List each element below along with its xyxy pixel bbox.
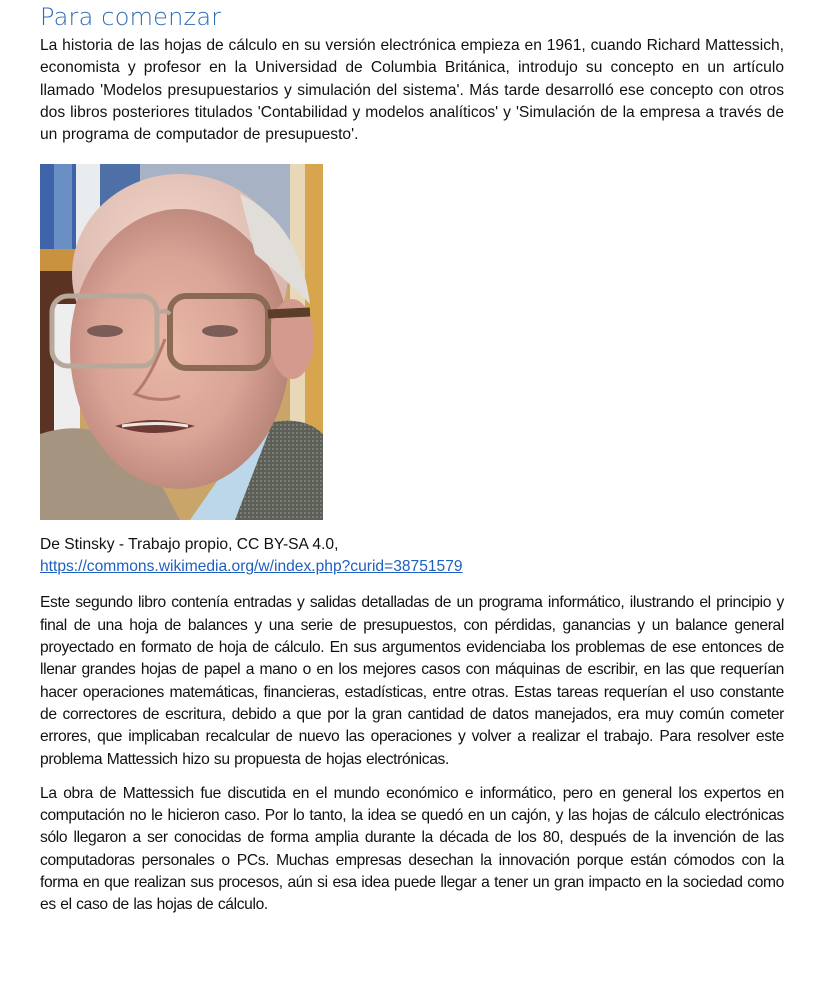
portrait-photo xyxy=(40,164,323,520)
document-page xyxy=(40,0,784,917)
section-heading: Para comenzar xyxy=(40,3,222,31)
intro-paragraph: La historia de las hojas de cálculo en su versión electrónica empieza en 1961, cuando Richard Mattessich, economista y profesor en la Universidad de Columbia Británica, introdujo su concepto en un artículo llamado 'Modelos presupuestarios y simulación del sistema'. Más tarde desarrolló ese concepto con otros dos libros posteriores titulados 'Contabilidad y modelos analíticos' y 'Simulación de la empresa a través de un programa de computador de presupuesto'. xyxy=(40,37,784,144)
body-paragraph-2: Este segundo libro contenía entradas y salidas detalladas de un programa informático, ilustrando el principio y final de una hoja de balances y una serie de presupuestos, con pérdidas, ganancias y un balance general proyectado en formato de hoja de cálculo. En sus argumentos evidenciaba los problemas de ese entonces de llenar grandes hojas de papel a mano o en los mejores casos con máquinas de escribir, en las que requerían hacer operaciones matemáticas, financieras, estadísticas, entre otras. Estas tareas requerían el uso constante de correctores de escritura, debido a que por la gran cantidad de datos manejados, era muy común cometer errores, que implicaban recalcular de nuevo las operaciones y volver a realizar el trabajo. Para resolver este problema Mattessich hizo su propuesta de hojas electrónicas. xyxy=(40,594,784,768)
image-caption xyxy=(40,534,784,578)
body-paragraph-3: La obra de Mattessich fue discutida en el mundo económico e informático, pero en general los expertos en computación no le hicieron caso. Por lo tanto, la idea se quedó en un cajón, y las hojas de cálculo electrónicas sólo llegaron a ser conocidas de forma amplia durante la década de los 80, después de la invención de las computadoras personales o PCs. Muchas empresas desechan la innovación porque están cómodos con la forma en que realizan sus procesos, aún si esa idea puede llegar a tener un gran impacto en la sociedad como es el caso de las hojas de cálculo. xyxy=(40,784,784,914)
caption-credit: De Stinsky - Trabajo propio, CC BY-SA 4.0, xyxy=(40,536,339,554)
source-link[interactable]: https://commons.wikimedia.org/w/index.php?curid=38751579 xyxy=(40,558,463,576)
portrait-photo-icon xyxy=(40,164,323,520)
